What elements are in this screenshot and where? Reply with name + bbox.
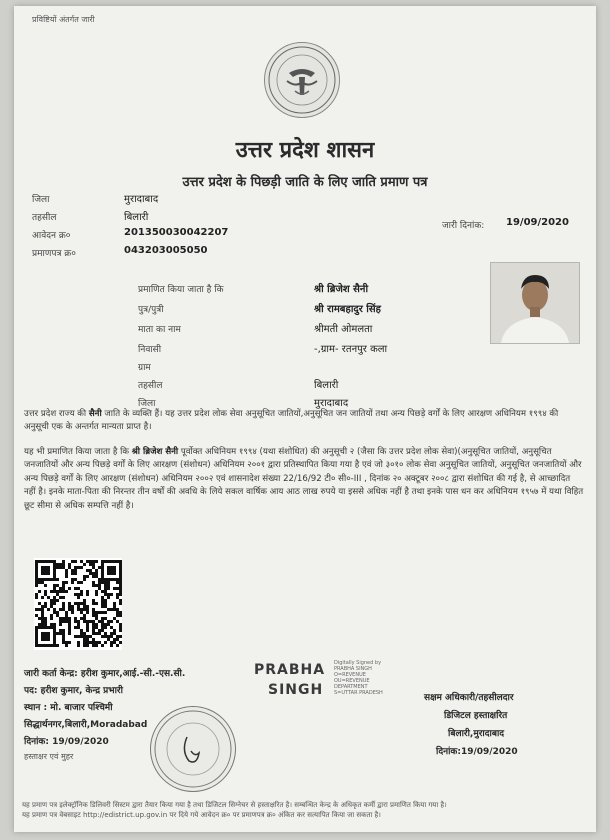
father-label: पुत्र/पुत्री <box>138 305 164 315</box>
issue-date-label: जारी दिनांक: <box>442 221 485 231</box>
name-label: प्रमाणित किया जाता है कि <box>138 285 224 295</box>
issuer-place: स्थान : मो. बाजार पश्चिमी <box>24 703 113 713</box>
issuer-date: दिनांक: 19/09/2020 <box>24 737 109 747</box>
applicant-name: श्री ब्रिजेश सैनी <box>314 284 369 295</box>
applicant-photo <box>490 262 580 344</box>
officer-place: बिलारी,मुरादाबाद <box>448 729 505 739</box>
top-note: प्रविष्टियों अंतर्गत जारी <box>32 15 95 24</box>
certificate-subtitle: उत्तर प्रदेश के पिछड़ी जाति के लिए जाति प्रमाण पत्र <box>182 175 428 190</box>
certificate-number-label: प्रमाणपत्र क्र० <box>32 249 76 259</box>
person-district-label: जिला <box>138 399 156 409</box>
father-name: श्री रामबहादुर सिंह <box>314 304 381 315</box>
digital-signer-last-name: SINGH <box>268 682 324 698</box>
certificate-page <box>14 6 596 832</box>
tehsil-label: तहसील <box>32 213 57 223</box>
certificate-number: 043203005050 <box>124 245 208 256</box>
village-label: ग्राम <box>138 363 151 373</box>
digital-signature-details: Digitally Signed by PRABHA SINGH O=REVENUE OU=REVENUE DEPARTMENT S=UTTAR PRADESH <box>334 660 383 696</box>
qr-code <box>34 558 122 650</box>
person-tehsil-label: तहसील <box>138 381 163 391</box>
footer-note: यह प्रमाण पत्र इलेक्ट्रॉनिक डिलिवरी सिस्टम द्वारा तैयार किया गया है तथा डिजिटल सिग्नेचर से हस्ताक्षरित है। सम्बन्धित केन्द्र के अधिकृत कर्मी द्वारा प्रमाणित किया गया है। यह प्रमाण पत्र वेबसाइट http://edistrict.up.gov.in पर दिये गये आवेदन क्र० पर प्रमाणपत्र क्र० अंकित कर सत्यापित किया जा सकता है। <box>22 801 447 819</box>
mother-label: माता का नाम <box>138 325 181 335</box>
officer-date: दिनांक:19/09/2020 <box>436 747 518 757</box>
application-number-label: आवेदन क्र० <box>32 231 71 241</box>
caste-name: सैनी <box>88 409 102 419</box>
issuer-post: पद: हरीश कुमार, केन्द्र प्रभारी <box>24 686 123 696</box>
official-seal-stamp <box>150 706 236 792</box>
tehsil-value: बिलारी <box>124 212 149 223</box>
up-government-emblem <box>264 42 340 118</box>
page-title: उत्तर प्रदेश शासन <box>235 138 375 163</box>
application-number: 201350030042207 <box>124 227 229 238</box>
officer-digital-sign: डिजिटल हस्ताक्षरित <box>444 711 508 721</box>
officer-title: सक्षम अधिकारी/तहसीलदार <box>424 693 514 703</box>
caste-paragraph: उत्तर प्रदेश राज्य की सैनी जाति के व्यक्ति हैं। यह उत्तर प्रदेश लोक सेवा अनुसूचित जातियों,अनुसूचित जन जातियों तथा अन्य पिछड़े वर्गों के लिए आरक्षण अधिनियम १९९४ की अनुसूची एक के अन्तर्गत मान्यता प्राप्त है। <box>24 409 559 433</box>
issuer-centre: जारी कर्ता केन्द्र: हरीश कुमार,आई.-सी.-एस.सी. <box>24 669 186 679</box>
issuer-address: सिद्धार्थनगर,बिलारी,Moradabad <box>24 720 148 730</box>
mother-name: श्रीमती ओमलता <box>314 324 373 335</box>
declaration-name: श्री ब्रिजेश सैनी <box>131 447 179 457</box>
district-label: जिला <box>32 195 50 205</box>
declaration-paragraph: यह भी प्रमाणित किया जाता है कि श्री ब्रिजेश सैनी पूर्वोक्त अधिनियम १९९४ (यथा संशोधित) की अनुसूची २ (जैसा कि उत्तर प्रदेश लोक सेवा)(अनुसूचित जातियों, अनुसूचित जनजातियों और अन्य पिछड़े वर्गों के लिए आरक्षण (संशोधन) अधिनियम २००१ द्वारा प्रतिस्थापित किया गया है एवं जो ३०१० लोक सेवा अनुसूचित जातियों, अनुसूचित जनजातियों और अन्य पिछड़े वर्गों के लिए आरक्षण (संशोधन) अधिनियम २००२ एवं शासनादेश संख्या 22/16/92 टी० सी०-III , दिनांक २० अक्टूबर २००८ द्वारा संशोधित की गई है, से आच्छादित नहीं है। इनके माता-पिता की निरन्तर तीन वर्षों की अवधि के लिये सकल वार्षिक आय आठ लाख रुपये या इससे अधिक नहीं है तथा इनके पास धन कर अधिनियम १९५७ में यथा विहित छूट सीमा से अधिक सम्पत्ति नहीं है। <box>24 447 584 511</box>
signature-note: हस्ताक्षर एवं मुहर <box>24 752 74 761</box>
residence-value: -,ग्राम- रतनपुर कला <box>314 344 388 355</box>
district-value: मुरादाबाद <box>124 194 159 205</box>
residence-label: निवासी <box>138 345 162 355</box>
person-district-value: मुरादाबाद <box>314 398 349 409</box>
issue-date: 19/09/2020 <box>506 217 569 228</box>
digital-signer-first-name: PRABHA <box>254 662 326 678</box>
person-tehsil-value: बिलारी <box>314 380 339 391</box>
